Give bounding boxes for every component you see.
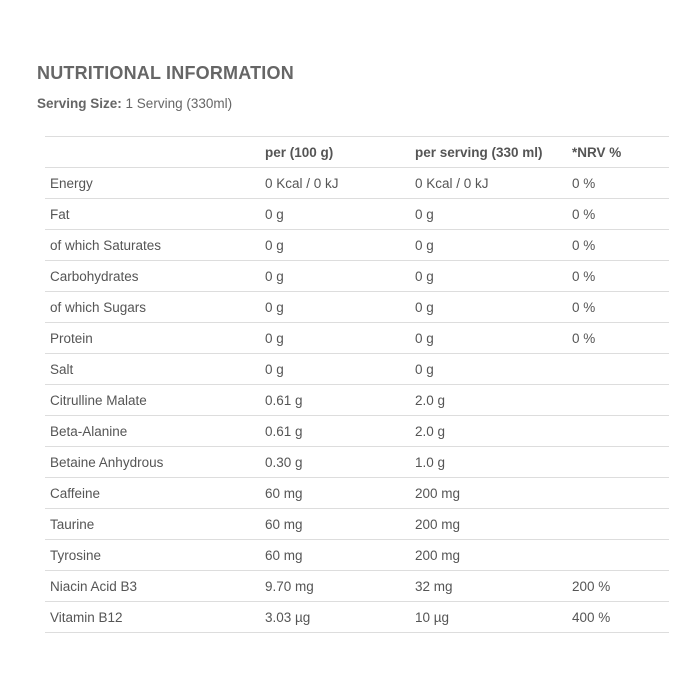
nutrient-name: Caffeine bbox=[45, 478, 260, 509]
nrv-value: 200 % bbox=[567, 571, 669, 602]
nrv-value: 0 % bbox=[567, 323, 669, 354]
nutrient-name: Energy bbox=[45, 168, 260, 199]
serving-size-label: Serving Size: bbox=[37, 96, 122, 111]
per-serving-value: 1.0 g bbox=[410, 447, 567, 478]
serving-size-value: 1 Serving (330ml) bbox=[125, 96, 233, 111]
table-row bbox=[45, 168, 669, 199]
table-row bbox=[45, 509, 669, 540]
per-100g-value: 0.61 g bbox=[260, 416, 410, 447]
per-100g-value: 0 g bbox=[260, 230, 410, 261]
per-serving-value: 32 mg bbox=[410, 571, 567, 602]
per-serving-value: 0 Kcal / 0 kJ bbox=[410, 168, 567, 199]
table-row bbox=[45, 292, 669, 323]
nutrient-name: of which Sugars bbox=[45, 292, 260, 323]
per-serving-value: 2.0 g bbox=[410, 385, 567, 416]
nrv-value: 400 % bbox=[567, 602, 669, 633]
per-100g-value: 0 g bbox=[260, 261, 410, 292]
table-row bbox=[45, 540, 669, 571]
per-serving-value: 200 mg bbox=[410, 509, 567, 540]
table-row bbox=[45, 261, 669, 292]
per-100g-value: 3.03 µg bbox=[260, 602, 410, 633]
per-serving-value: 2.0 g bbox=[410, 416, 567, 447]
nrv-value: 0 % bbox=[567, 292, 669, 323]
table-row bbox=[45, 478, 669, 509]
per-100g-value: 0.61 g bbox=[260, 385, 410, 416]
nutrient-name: Tyrosine bbox=[45, 540, 260, 571]
per-serving-value: 10 µg bbox=[410, 602, 567, 633]
nutrient-name: Niacin Acid B3 bbox=[45, 571, 260, 602]
per-100g-value: 60 mg bbox=[260, 478, 410, 509]
nutrient-name: Vitamin B12 bbox=[45, 602, 260, 633]
per-100g-value: 0 g bbox=[260, 354, 410, 385]
per-100g-value: 0 g bbox=[260, 292, 410, 323]
nrv-value: 0 % bbox=[567, 168, 669, 199]
nutrient-name: Fat bbox=[45, 199, 260, 230]
nrv-value bbox=[567, 354, 669, 385]
nrv-value: 0 % bbox=[567, 230, 669, 261]
per-100g-value: 60 mg bbox=[260, 509, 410, 540]
table-row bbox=[45, 230, 669, 261]
header-nrv: *NRV % bbox=[567, 137, 669, 168]
nrv-value bbox=[567, 416, 669, 447]
nutrient-name: Betaine Anhydrous bbox=[45, 447, 260, 478]
nrv-value bbox=[567, 478, 669, 509]
page-title: NUTRITIONAL INFORMATION bbox=[37, 63, 294, 83]
nrv-value bbox=[567, 385, 669, 416]
table-row bbox=[45, 602, 669, 633]
nutrient-name: Carbohydrates bbox=[45, 261, 260, 292]
table-row bbox=[45, 199, 669, 230]
nutrition-table-body bbox=[45, 168, 669, 633]
per-serving-value: 0 g bbox=[410, 199, 567, 230]
per-serving-value: 0 g bbox=[410, 323, 567, 354]
nrv-value bbox=[567, 509, 669, 540]
nutrient-name: Salt bbox=[45, 354, 260, 385]
per-100g-value: 60 mg bbox=[260, 540, 410, 571]
serving-size bbox=[37, 96, 232, 111]
per-100g-value: 0 g bbox=[260, 199, 410, 230]
header-per-100g: per (100 g) bbox=[260, 137, 410, 168]
nrv-value bbox=[567, 540, 669, 571]
table-row bbox=[45, 571, 669, 602]
table-row bbox=[45, 354, 669, 385]
table-row bbox=[45, 385, 669, 416]
nutrient-name: Taurine bbox=[45, 509, 260, 540]
nutrition-table-header bbox=[45, 137, 669, 168]
per-serving-value: 0 g bbox=[410, 261, 567, 292]
nutrient-name: of which Saturates bbox=[45, 230, 260, 261]
table-row bbox=[45, 416, 669, 447]
nutrition-table bbox=[45, 136, 669, 633]
per-serving-value: 200 mg bbox=[410, 478, 567, 509]
per-serving-value: 0 g bbox=[410, 230, 567, 261]
nrv-value: 0 % bbox=[567, 261, 669, 292]
nrv-value: 0 % bbox=[567, 199, 669, 230]
table-row bbox=[45, 323, 669, 354]
table-row bbox=[45, 447, 669, 478]
per-serving-value: 0 g bbox=[410, 292, 567, 323]
nutrient-name: Beta-Alanine bbox=[45, 416, 260, 447]
per-100g-value: 0 g bbox=[260, 323, 410, 354]
per-serving-value: 0 g bbox=[410, 354, 567, 385]
per-100g-value: 9.70 mg bbox=[260, 571, 410, 602]
per-100g-value: 0 Kcal / 0 kJ bbox=[260, 168, 410, 199]
per-100g-value: 0.30 g bbox=[260, 447, 410, 478]
nutrient-name: Citrulline Malate bbox=[45, 385, 260, 416]
nrv-value bbox=[567, 447, 669, 478]
header-row bbox=[45, 137, 669, 168]
nutrient-name: Protein bbox=[45, 323, 260, 354]
header-nutrient bbox=[45, 137, 260, 168]
per-serving-value: 200 mg bbox=[410, 540, 567, 571]
header-per-serving: per serving (330 ml) bbox=[410, 137, 567, 168]
